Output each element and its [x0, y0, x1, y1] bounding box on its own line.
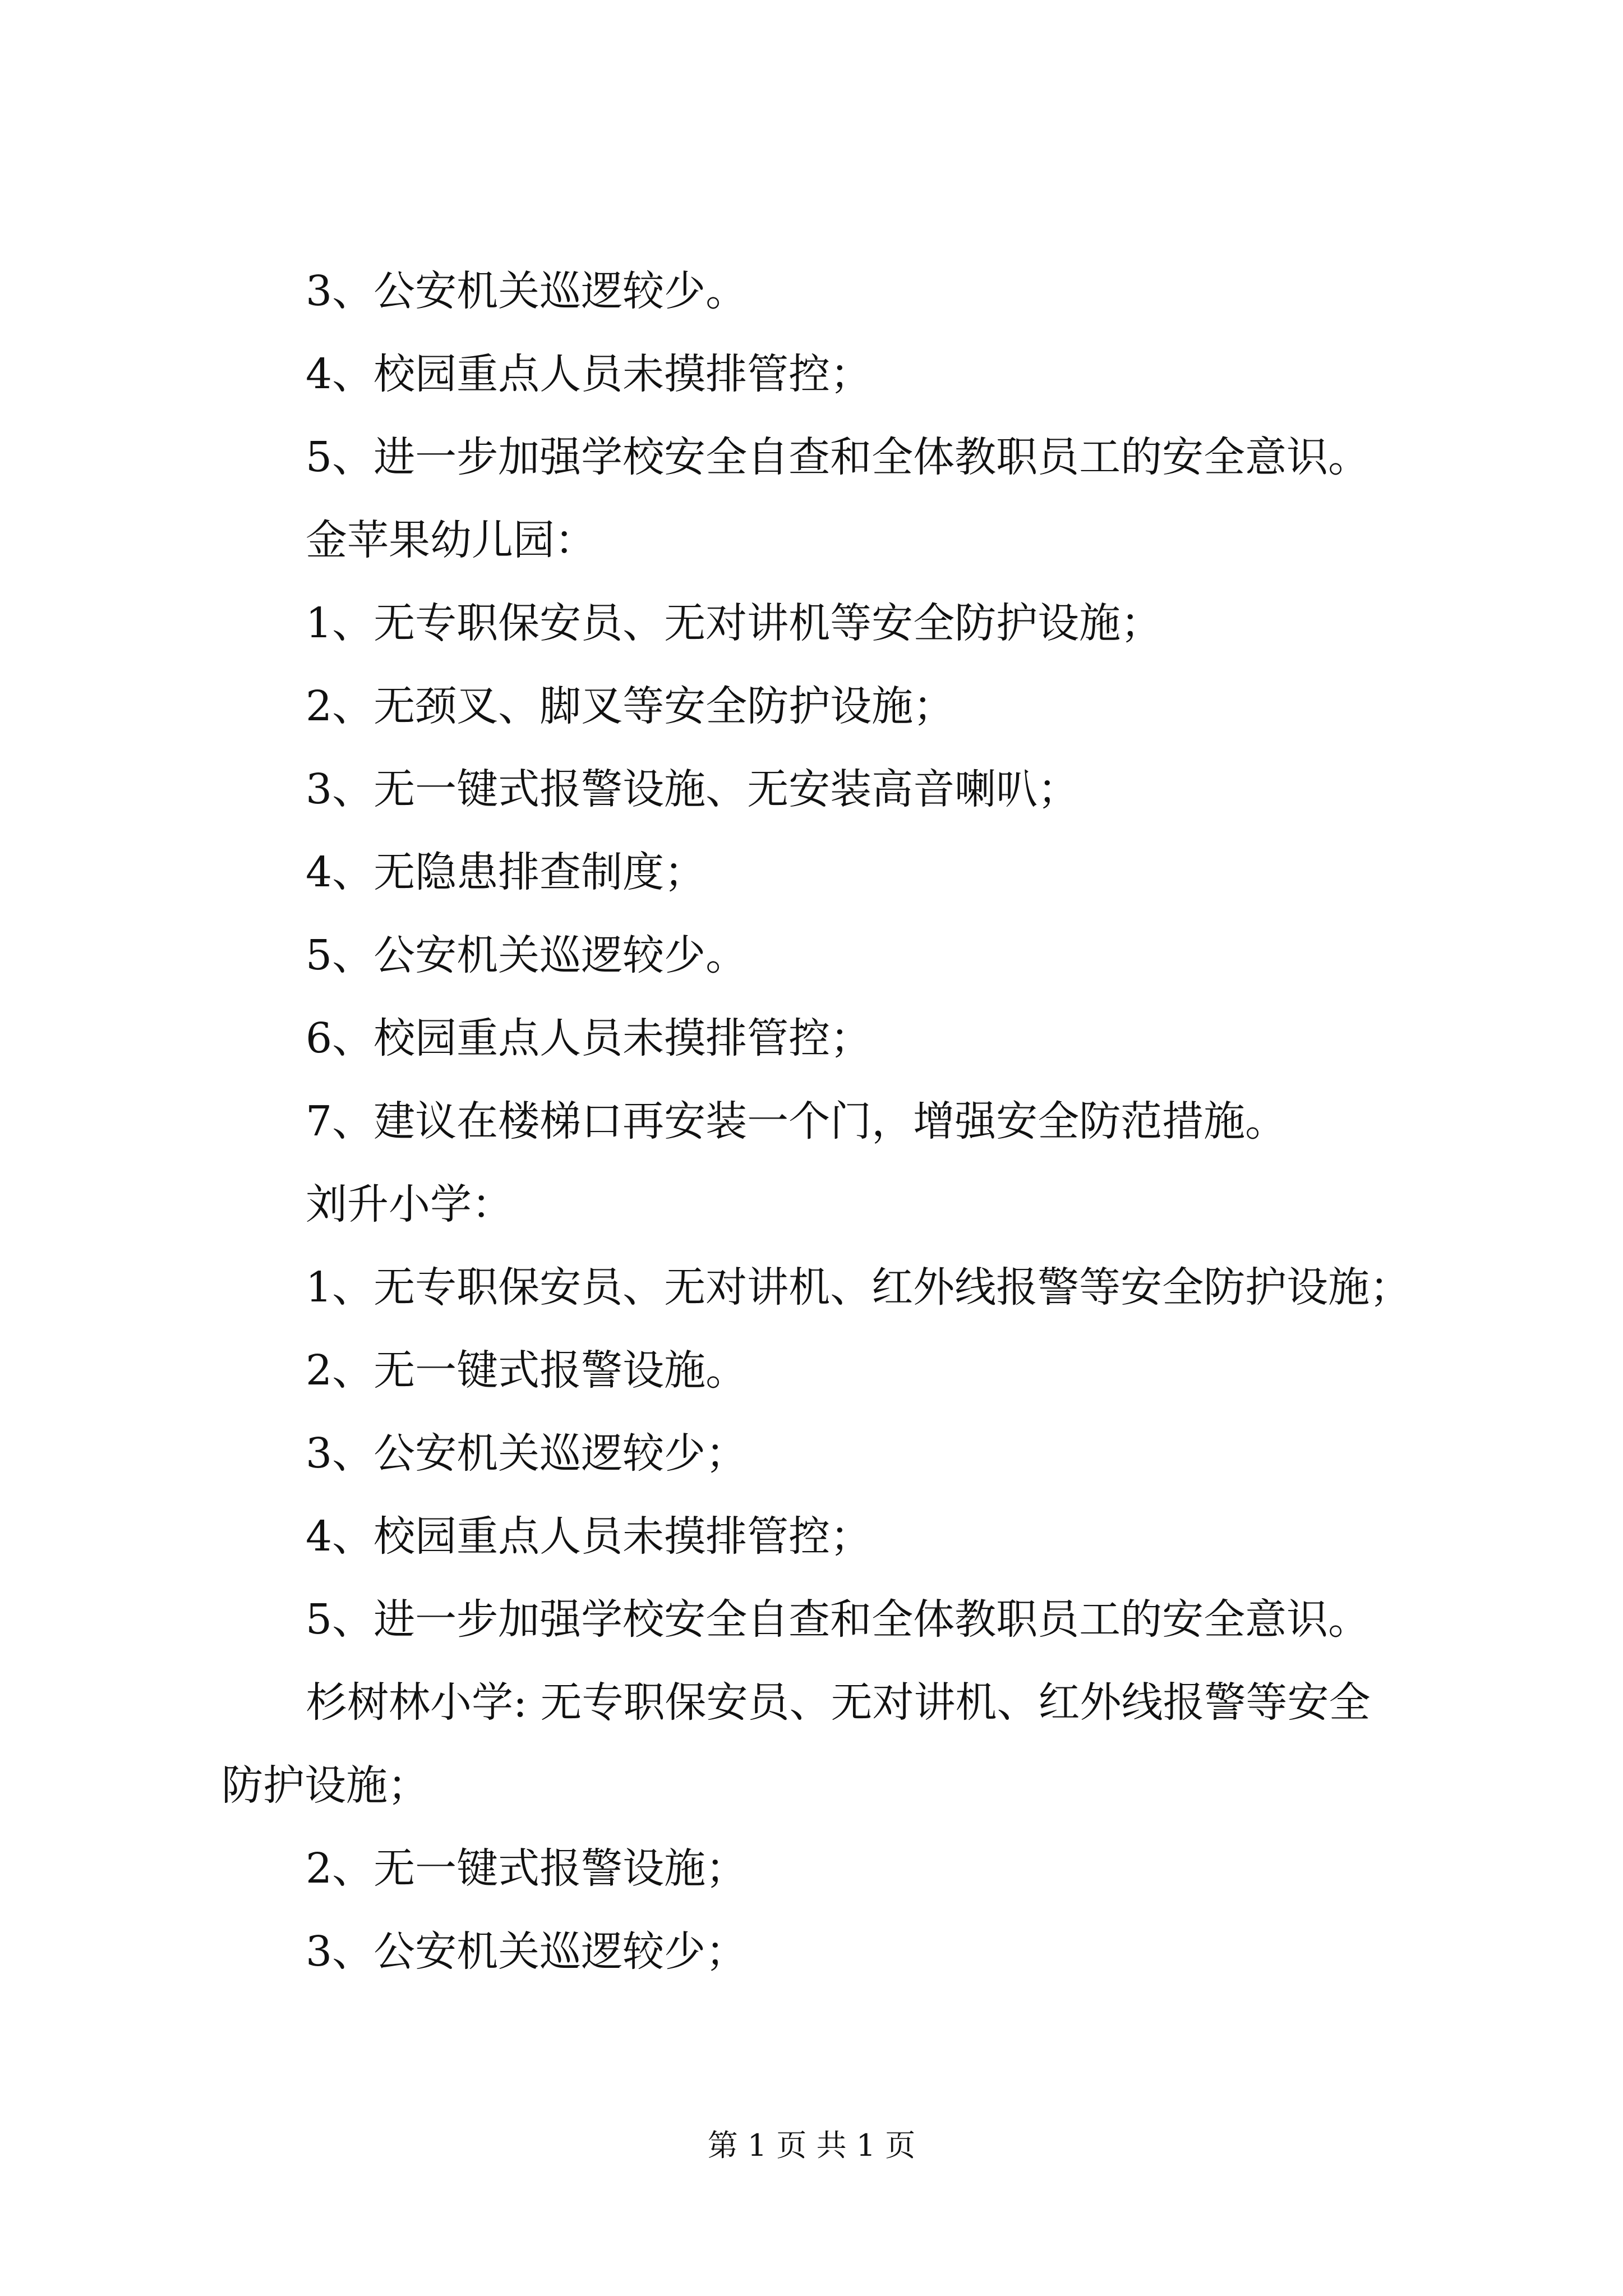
paragraph-line: 2、无一键式报警设施。	[306, 1346, 748, 1395]
paragraph-line: 3、无一键式报警设施、无安装高音喇叭；	[306, 765, 1080, 813]
paragraph-line: 5、公安机关巡逻较少。	[306, 931, 748, 979]
paragraph-line: 3、公安机关巡逻较少；	[306, 1429, 748, 1478]
page-footer	[0, 2123, 1623, 2168]
section-heading: 杉树林小学: 无专职保安员、无对讲机、红外线报警等安全	[306, 1678, 1371, 1727]
page-number: 第 1 页 共 1 页	[707, 2128, 916, 2163]
paragraph-line: 4、校园重点人员未摸排管控；	[306, 350, 872, 398]
paragraph-line: 3、公安机关巡逻较少；	[306, 1927, 748, 1976]
paragraph-line: 1、无专职保安员、无对讲机、红外线报警等安全防护设施；	[306, 1263, 1412, 1312]
paragraph-line: 5、进一步加强学校安全自查和全体教职员工的安全意识。	[306, 433, 1370, 481]
section-heading: 金苹果幼儿园：	[306, 516, 596, 564]
paragraph-line: 2、无颈叉、脚叉等安全防护设施；	[306, 682, 955, 730]
paragraph-line: 7、建议在楼梯口再安装一个门，增强安全防范措施。	[306, 1097, 1287, 1145]
paragraph-line: 5、进一步加强学校安全自查和全体教职员工的安全意识。	[306, 1595, 1370, 1644]
document-body	[222, 250, 1444, 1993]
paragraph-line: 3、公安机关巡逻较少。	[306, 267, 748, 315]
section-heading: 刘升小学：	[306, 1180, 513, 1228]
paragraph-line: 2、无一键式报警设施；	[306, 1844, 748, 1893]
paragraph-line: 防护设施；	[222, 1761, 429, 1810]
paragraph-line: 6、校园重点人员未摸排管控；	[306, 1014, 872, 1062]
paragraph-line: 4、校园重点人员未摸排管控；	[306, 1512, 872, 1561]
paragraph-line: 4、无隐患排查制度；	[306, 848, 706, 896]
paragraph-line: 1、无专职保安员、无对讲机等安全防护设施；	[306, 599, 1163, 647]
